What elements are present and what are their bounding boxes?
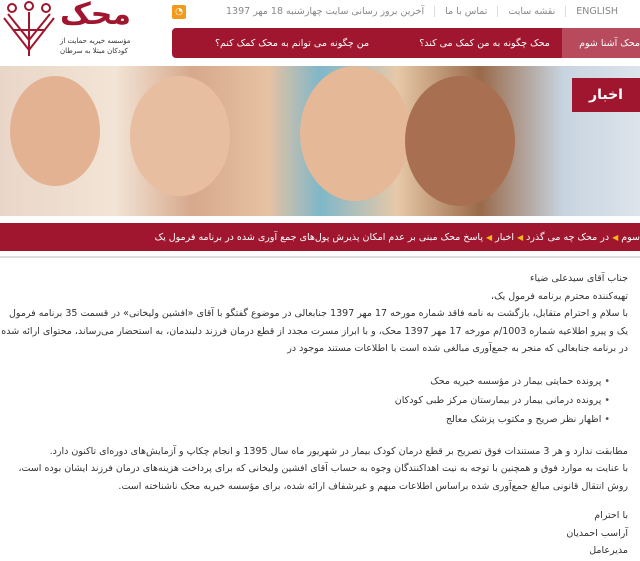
chevron-left-icon: ◀ xyxy=(612,232,619,242)
nav-item-how-help[interactable]: من چگونه می توانم به محک کمک کنم؟ xyxy=(214,37,370,49)
list-item: • پرونده درمانی بیمار در بیمارستان مرکز طبی کودکان xyxy=(0,391,610,410)
sitemap-link[interactable]: نقشه سایت xyxy=(497,6,565,17)
breadcrumb-item[interactable]: سوم xyxy=(621,231,640,243)
paragraph-line: روش انتقال قانونی مبالغ جمع‌آوری شده براساس اطلاعات مبهم و غیرشفاف ارائه شده، برای مؤسسه خیریه محک ناشناخته است. xyxy=(118,480,628,492)
section-title: اخبار xyxy=(572,78,640,112)
breadcrumb-item[interactable]: اخبار xyxy=(495,231,515,243)
update-date: آخرین بروز رسانی سایت چهارشنبه 18 مهر 1397 xyxy=(225,6,425,17)
list-item: • اظهار نظر صریح و مکتوب پزشک معالج xyxy=(0,410,610,429)
rss-icon[interactable]: ◔ xyxy=(172,5,186,19)
nav-item-how-helps[interactable]: محک چگونه به من کمک می کند؟ xyxy=(419,37,550,49)
logo[interactable] xyxy=(0,0,170,62)
paragraph-line: با عنایت به موارد فوق و همچنین با توجه به نیت اهداکنندگان وجوه به حساب آقای افشین ولیخانی که برای پرداخت هزینه‌های درمان فرزند ایشان بوده است، xyxy=(18,463,628,474)
document-list xyxy=(0,372,610,429)
contact-link[interactable]: تماس با ما xyxy=(434,6,497,17)
chevron-left-icon: ◀ xyxy=(517,232,524,242)
signer-title: مدیرعامل xyxy=(589,545,628,556)
main-nav xyxy=(172,28,640,58)
logo-emblem-icon xyxy=(0,0,58,60)
chevron-left-icon: ◀ xyxy=(485,232,493,242)
list-item: • پرونده حمایتی بیمار در مؤسسه خیریه محک xyxy=(0,372,610,391)
logo-tagline: مؤسسه خیریه حمایت از کودکان مبتلا به سرطان xyxy=(60,37,131,55)
greeting: جناب آقای سیدعلی ضیاء xyxy=(530,273,628,284)
breadcrumb-item[interactable]: در محک چه می گذرد xyxy=(526,231,610,243)
paragraph-line: مطابقت ندارد و هر 3 مستندات فوق تصریح بر قطع درمان کودک بیمار در شهریور ماه سال 1395 و انجام چکاپ و آزمایش‌های دوره‌ای تاکنون دارد. xyxy=(49,445,628,457)
greeting: تهیه‌کننده محترم برنامه فرمول یک، xyxy=(491,290,628,302)
banner-image xyxy=(0,66,640,216)
signer-name: آراسب احمدیان xyxy=(566,527,628,539)
paragraph-line: یک و پیرو اطلاعیه شماره 1003/م مورخه 17 مهر 1397 محک، و با ابراز مسرت مجدد از قطع درمان فرزند دلبندمان، به استحضار می‌رساند، محتوای ارائه شده xyxy=(1,325,628,337)
top-bar xyxy=(172,2,640,24)
breadcrumb-current: پاسخ محک مبنی بر عدم امکان پذیرش پول‌های جمع آوری شده در برنامه فرمول یک xyxy=(154,231,483,243)
divider xyxy=(0,256,640,258)
paragraph-line: با سلام و احترام متقابل، بازگشت به نامه فاقد شماره مورخه 17 مهر 1397 جنابعالی در موضوع گفتگو با آقای «افشین ولیخانی» در قسمت 35 برنامه فرمول xyxy=(9,308,628,319)
article-body xyxy=(0,270,628,560)
signoff: با احترام xyxy=(594,510,628,521)
english-link[interactable]: ENGLISH xyxy=(565,6,628,17)
breadcrumb xyxy=(0,223,640,251)
nav-item-about[interactable]: محک آشنا شوم xyxy=(562,28,640,58)
logo-name: محک xyxy=(60,0,131,32)
paragraph-line: در برنامه جنابعالی که منجر به جمع‌آوری مبالغی شده است با اطلاعات مستند موجود در xyxy=(287,343,628,354)
